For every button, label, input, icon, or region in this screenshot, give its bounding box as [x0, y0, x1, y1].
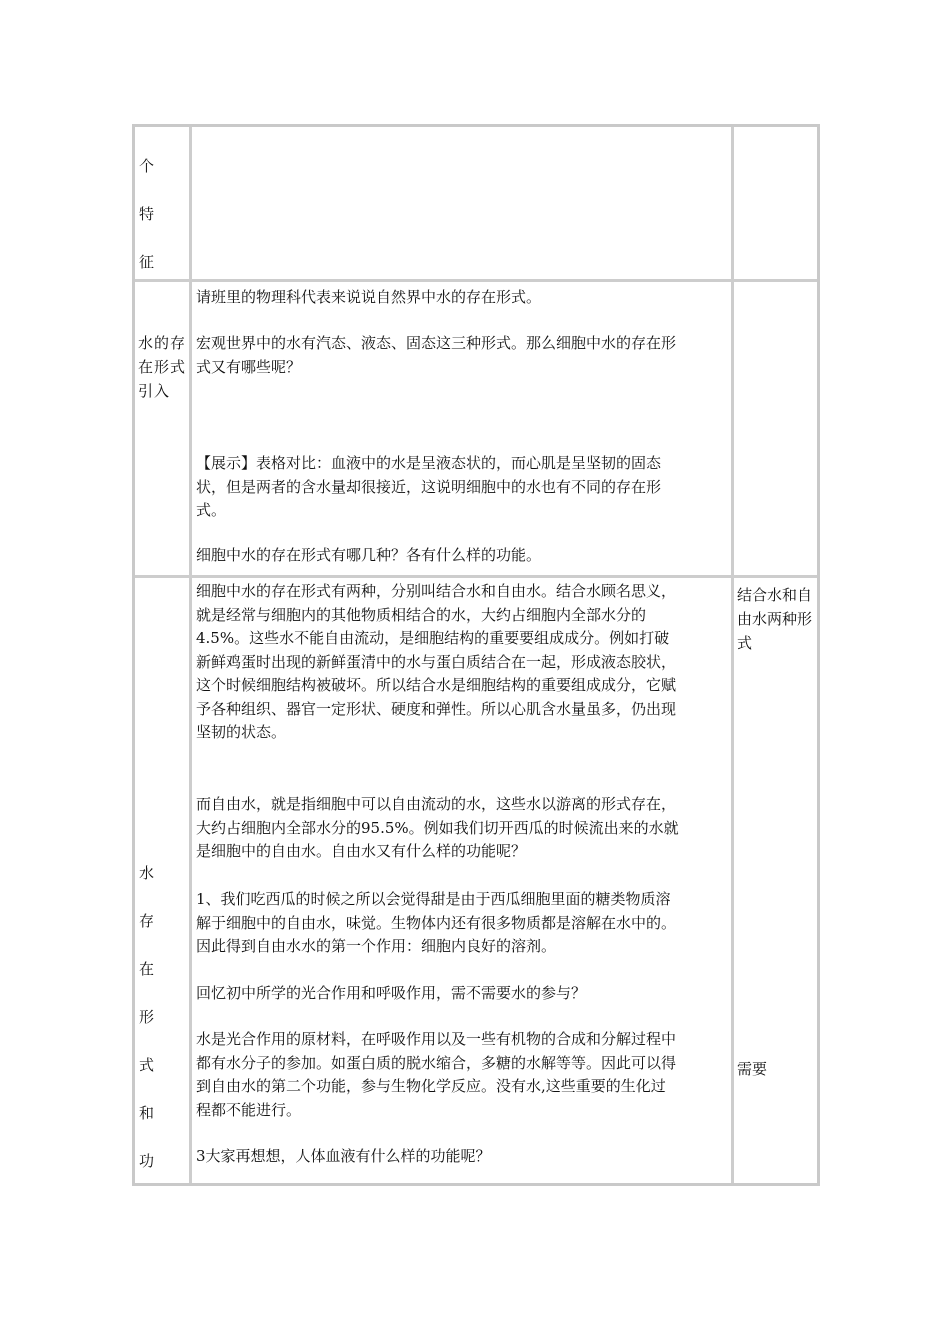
- row1-content-cell: [192, 127, 731, 279]
- paragraph: 细胞中水的存在形式有哪几种？各有什么样的功能。: [196, 546, 542, 564]
- paragraph: 细胞中水的存在形式有两种，分别叫结合水和自由水。结合水顾名思义， 就是经常与细胞内的其他物质相结合的水，大约占细胞内全部水分的 4.5%。这些水不能自由流动，是细胞结构的重要要组成成分。例如打破 新鲜鸡蛋时出现的新鲜蛋清中的水与蛋白质结合在一起，形成液态胶状， 这个时候细胞结构被破坏。所以结合水是细胞结构的重要组成成分，它赋 予各种组织、器官一定形状、硬度和弹性。所以心肌含水量虽多，仍出现 坚韧的状态。: [196, 582, 677, 741]
- row1-label-char: 个: [139, 157, 155, 175]
- row3-label-char: 水: [139, 864, 155, 882]
- row2-note-cell: [734, 282, 817, 575]
- row3-note-cell: [734, 578, 817, 1183]
- lesson-table: [132, 124, 820, 1186]
- paragraph: 1、我们吃西瓜的时候之所以会觉得甜是由于西瓜细胞里面的糖类物质溶 解于细胞中的自由水，味觉。生物体内还有很多物质都是溶解在水中的。 因此得到自由水水的第一个作用：细胞内良好的溶剂。: [196, 890, 677, 955]
- row1-label-cell: [135, 127, 189, 279]
- row3-label-char: 形: [139, 1008, 155, 1026]
- row2-label: 水的存 在形式 引入: [138, 334, 187, 400]
- paragraph: 水是光合作用的原材料，在呼吸作用以及一些有机物的合成和分解过程中 都有水分子的参加。如蛋白质的脱水缩合，多糖的水解等等。因此可以得 到自由水的第二个功能，参与生物化学反应。没有水,这些重要的生化过 程都不能进行。: [196, 1030, 677, 1119]
- note-forms: 结合水和自 由水两种形 式: [737, 586, 813, 652]
- paragraph: 宏观世界中的水有汽态、液态、固态这三种形式。那么细胞中水的存在形 式又有哪些呢？: [196, 334, 677, 376]
- paragraph: 而自由水，就是指细胞中可以自由流动的水，这些水以游离的形式存在， 大约占细胞内全部水分的95.5%。例如我们切开西瓜的时候流出来的水就 是细胞中的自由水。自由水又有什么样的功能呢？: [196, 795, 679, 860]
- row1-label-char: 征: [139, 253, 155, 271]
- row3-label-cell: [135, 578, 189, 1183]
- note-need: 需要: [737, 1060, 768, 1078]
- paragraph: 【展示】表格对比：血液中的水是呈液态状的，而心肌是呈坚韧的固态 状，但是两者的含水量却很接近，这说明细胞中的水也有不同的存在形 式。: [196, 454, 662, 519]
- row3-label-char: 和: [139, 1104, 155, 1122]
- row3-label-char: 功: [139, 1152, 155, 1170]
- row3-content-cell: [192, 578, 731, 1183]
- row2-label-cell: [135, 282, 189, 575]
- row3-label-char: 在: [139, 960, 155, 978]
- paragraph: 回忆初中所学的光合作用和呼吸作用，需不需要水的参与？: [196, 984, 587, 1002]
- row3-label-char: 式: [139, 1056, 155, 1074]
- row3-label-char: 存: [139, 912, 155, 930]
- row1-label-char: 特: [139, 205, 155, 223]
- paragraph: 请班里的物理科代表来说说自然界中水的存在形式。: [196, 288, 542, 306]
- row1-note-cell: [734, 127, 817, 279]
- row2-content-cell: [192, 282, 731, 575]
- paragraph: 3大家再想想，人体血液有什么样的功能呢？: [196, 1147, 491, 1165]
